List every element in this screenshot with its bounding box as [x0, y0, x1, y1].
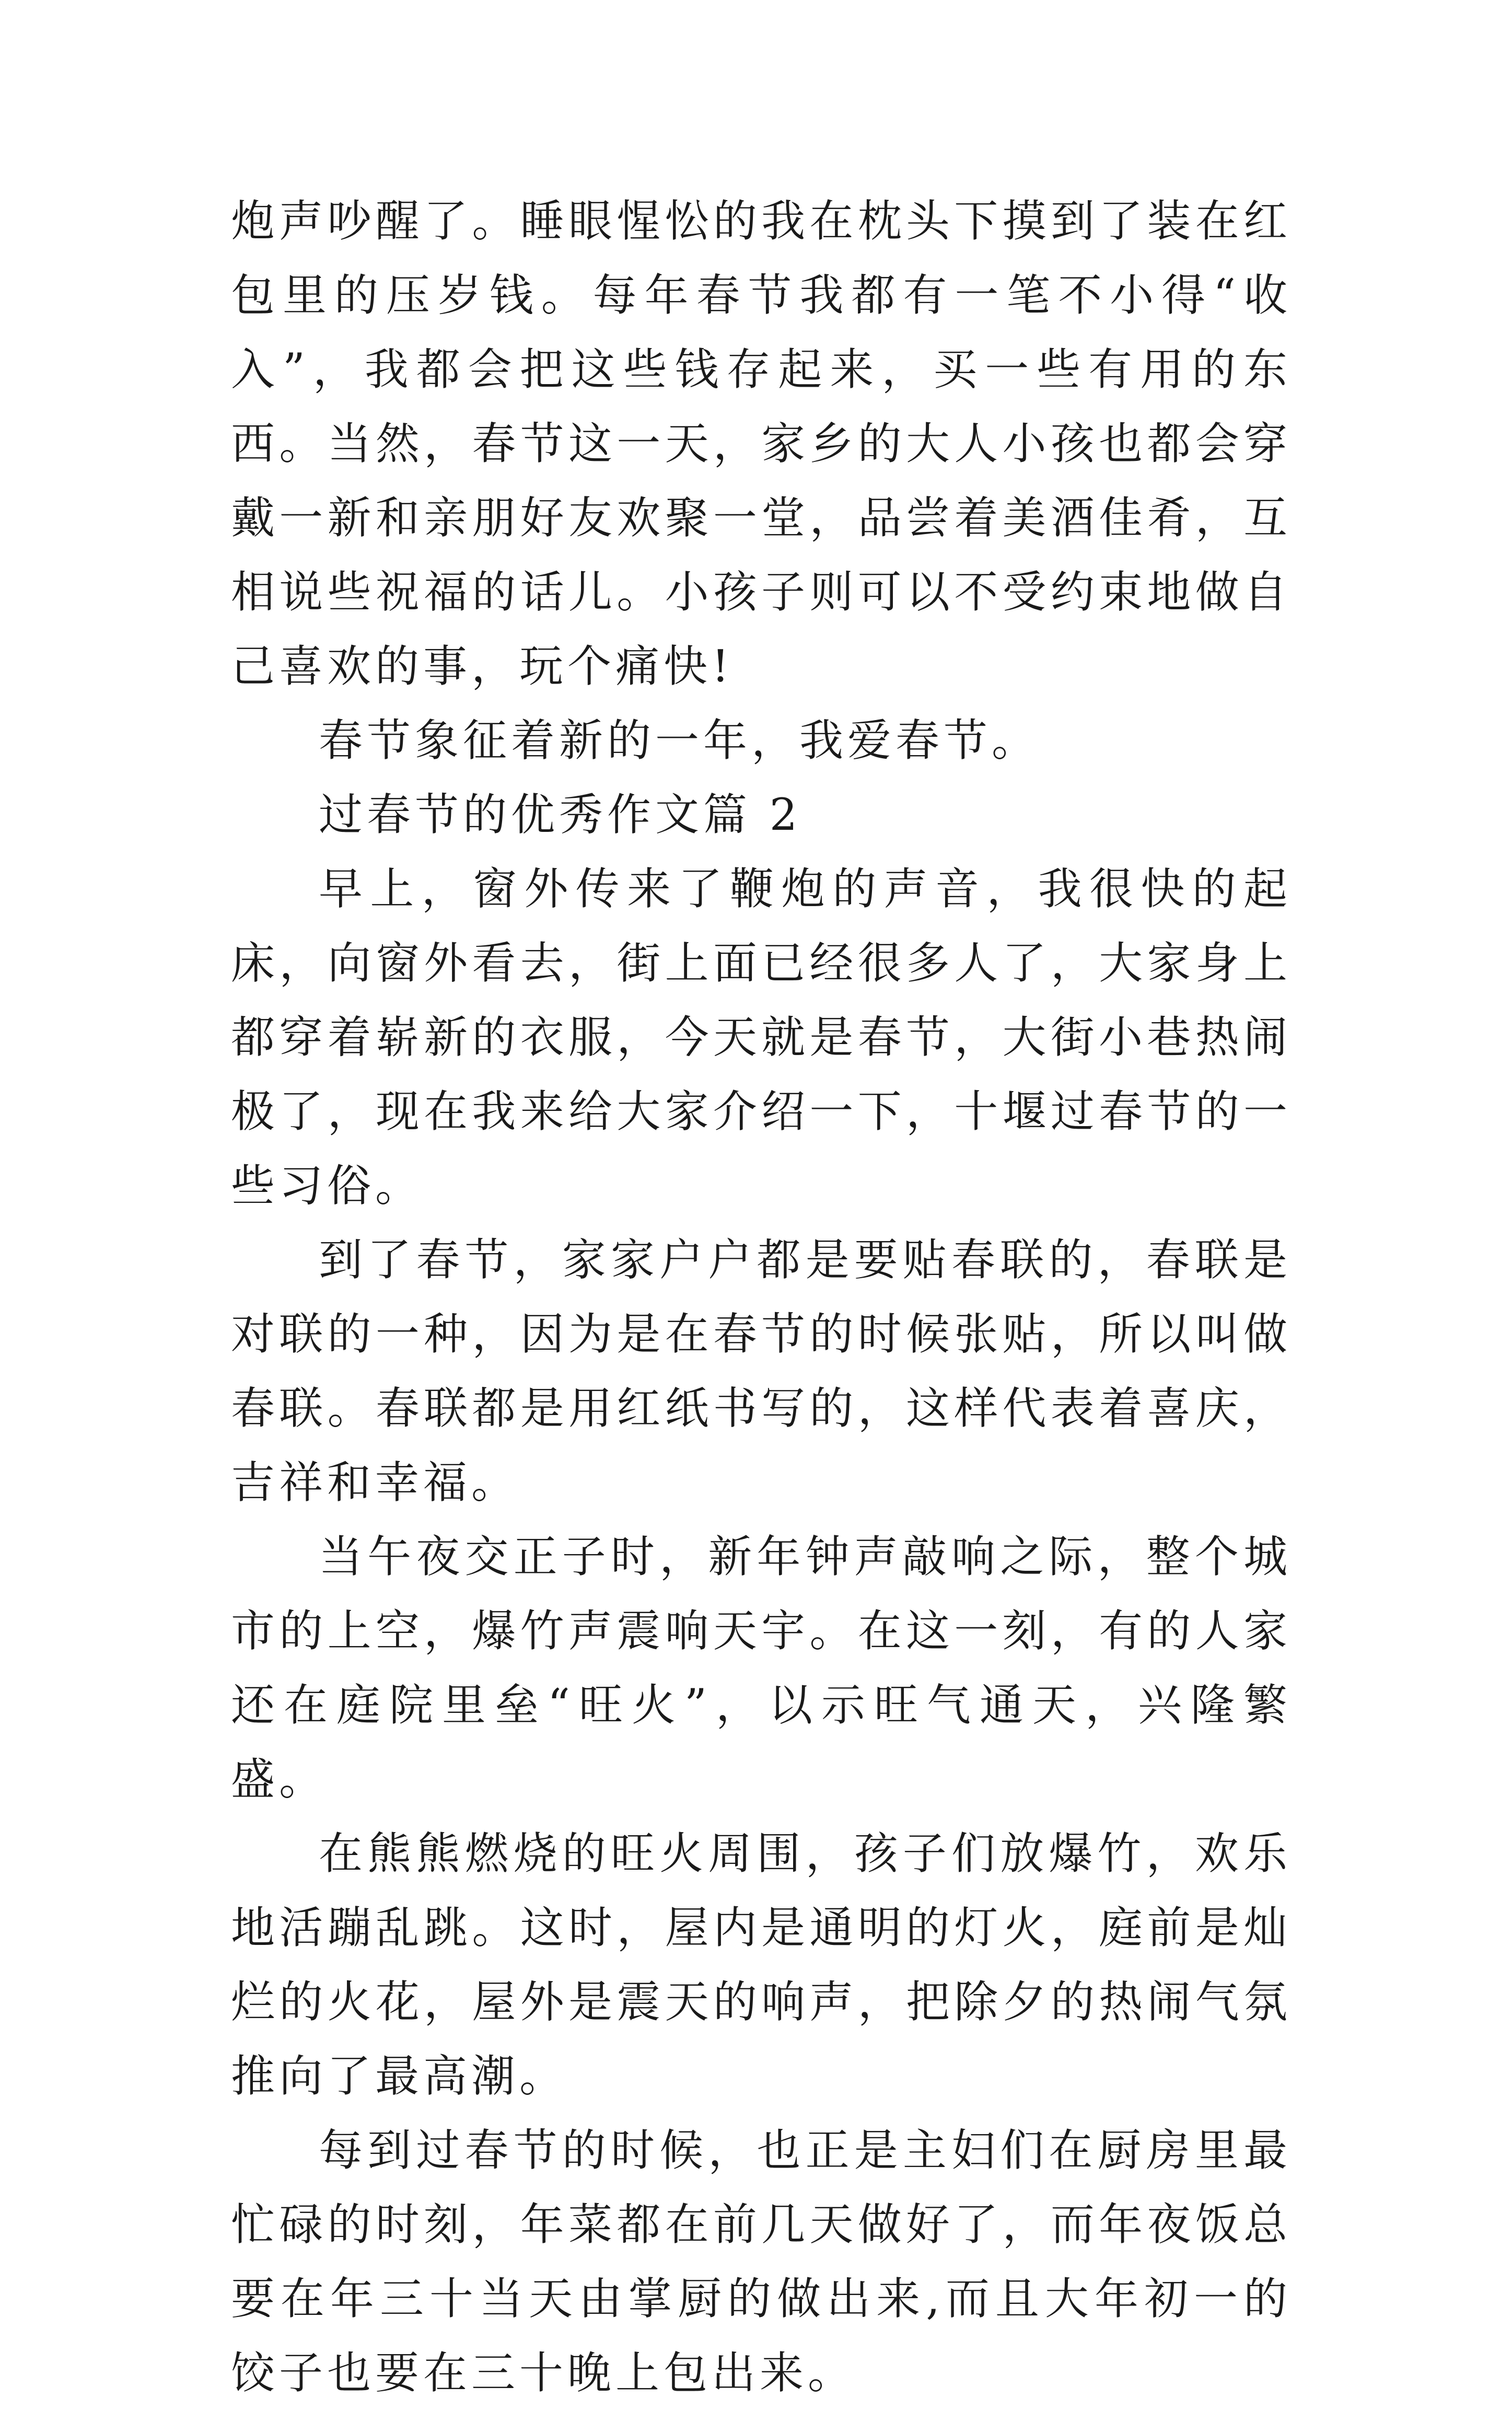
paragraph: 春节象征着新的一年，我爱春节。 [319, 715, 1040, 766]
paragraph: 每到过春节的时候，也正是主妇们在厨房里最忙碌的时刻，年菜都在前几天做好了，而年夜饭总要在年三十当天由掌厨的做出来,而且大年初一的饺子也要在三十晚上包出来。 [231, 2125, 1292, 2399]
paragraph: 在熊熊燃烧的旺火周围，孩子们放爆竹，欢乐地活蹦乱跳。这时，屋内是通明的灯火，庭前是灿烂的火花，屋外是震天的响声，把除夕的热闹气氛推向了最高潮。 [231, 1828, 1292, 2102]
document-body [231, 184, 1292, 2410]
section-heading: 过春节的优秀作文篇 2 [319, 789, 802, 840]
paragraph: 到了春节，家家户户都是要贴春联的，春联是对联的一种，因为是在春节的时候张贴，所以叫做春联。春联都是用红纸书写的，这样代表着喜庆，吉祥和幸福。 [231, 1234, 1292, 1508]
paragraph: 炮声吵醒了。睡眼惺忪的我在枕头下摸到了装在红包里的压岁钱。每年春节我都有一笔不小得“收入”，我都会把这些钱存起来，买一些有用的东西。当然，春节这一天，家乡的大人小孩也都会穿戴一新和亲朋好友欢聚一堂，品尝着美酒佳肴，互相说些祝福的话儿。小孩子则可以不受约束地做自己喜欢的事，玩个痛快! [231, 195, 1292, 692]
paragraph: 早上，窗外传来了鞭炮的声音，我很快的起床，向窗外看去，街上面已经很多人了，大家身上都穿着崭新的衣服，今天就是春节，大街小巷热闹极了，现在我来给大家介绍一下，十堰过春节的一些习俗。 [231, 863, 1292, 1211]
paragraph: 当午夜交正子时，新年钟声敲响之际，整个城市的上空，爆竹声震响天宇。在这一刻，有的人家还在庭院里垒“旺火”，以示旺气通天，兴隆繁盛。 [231, 1531, 1292, 1805]
